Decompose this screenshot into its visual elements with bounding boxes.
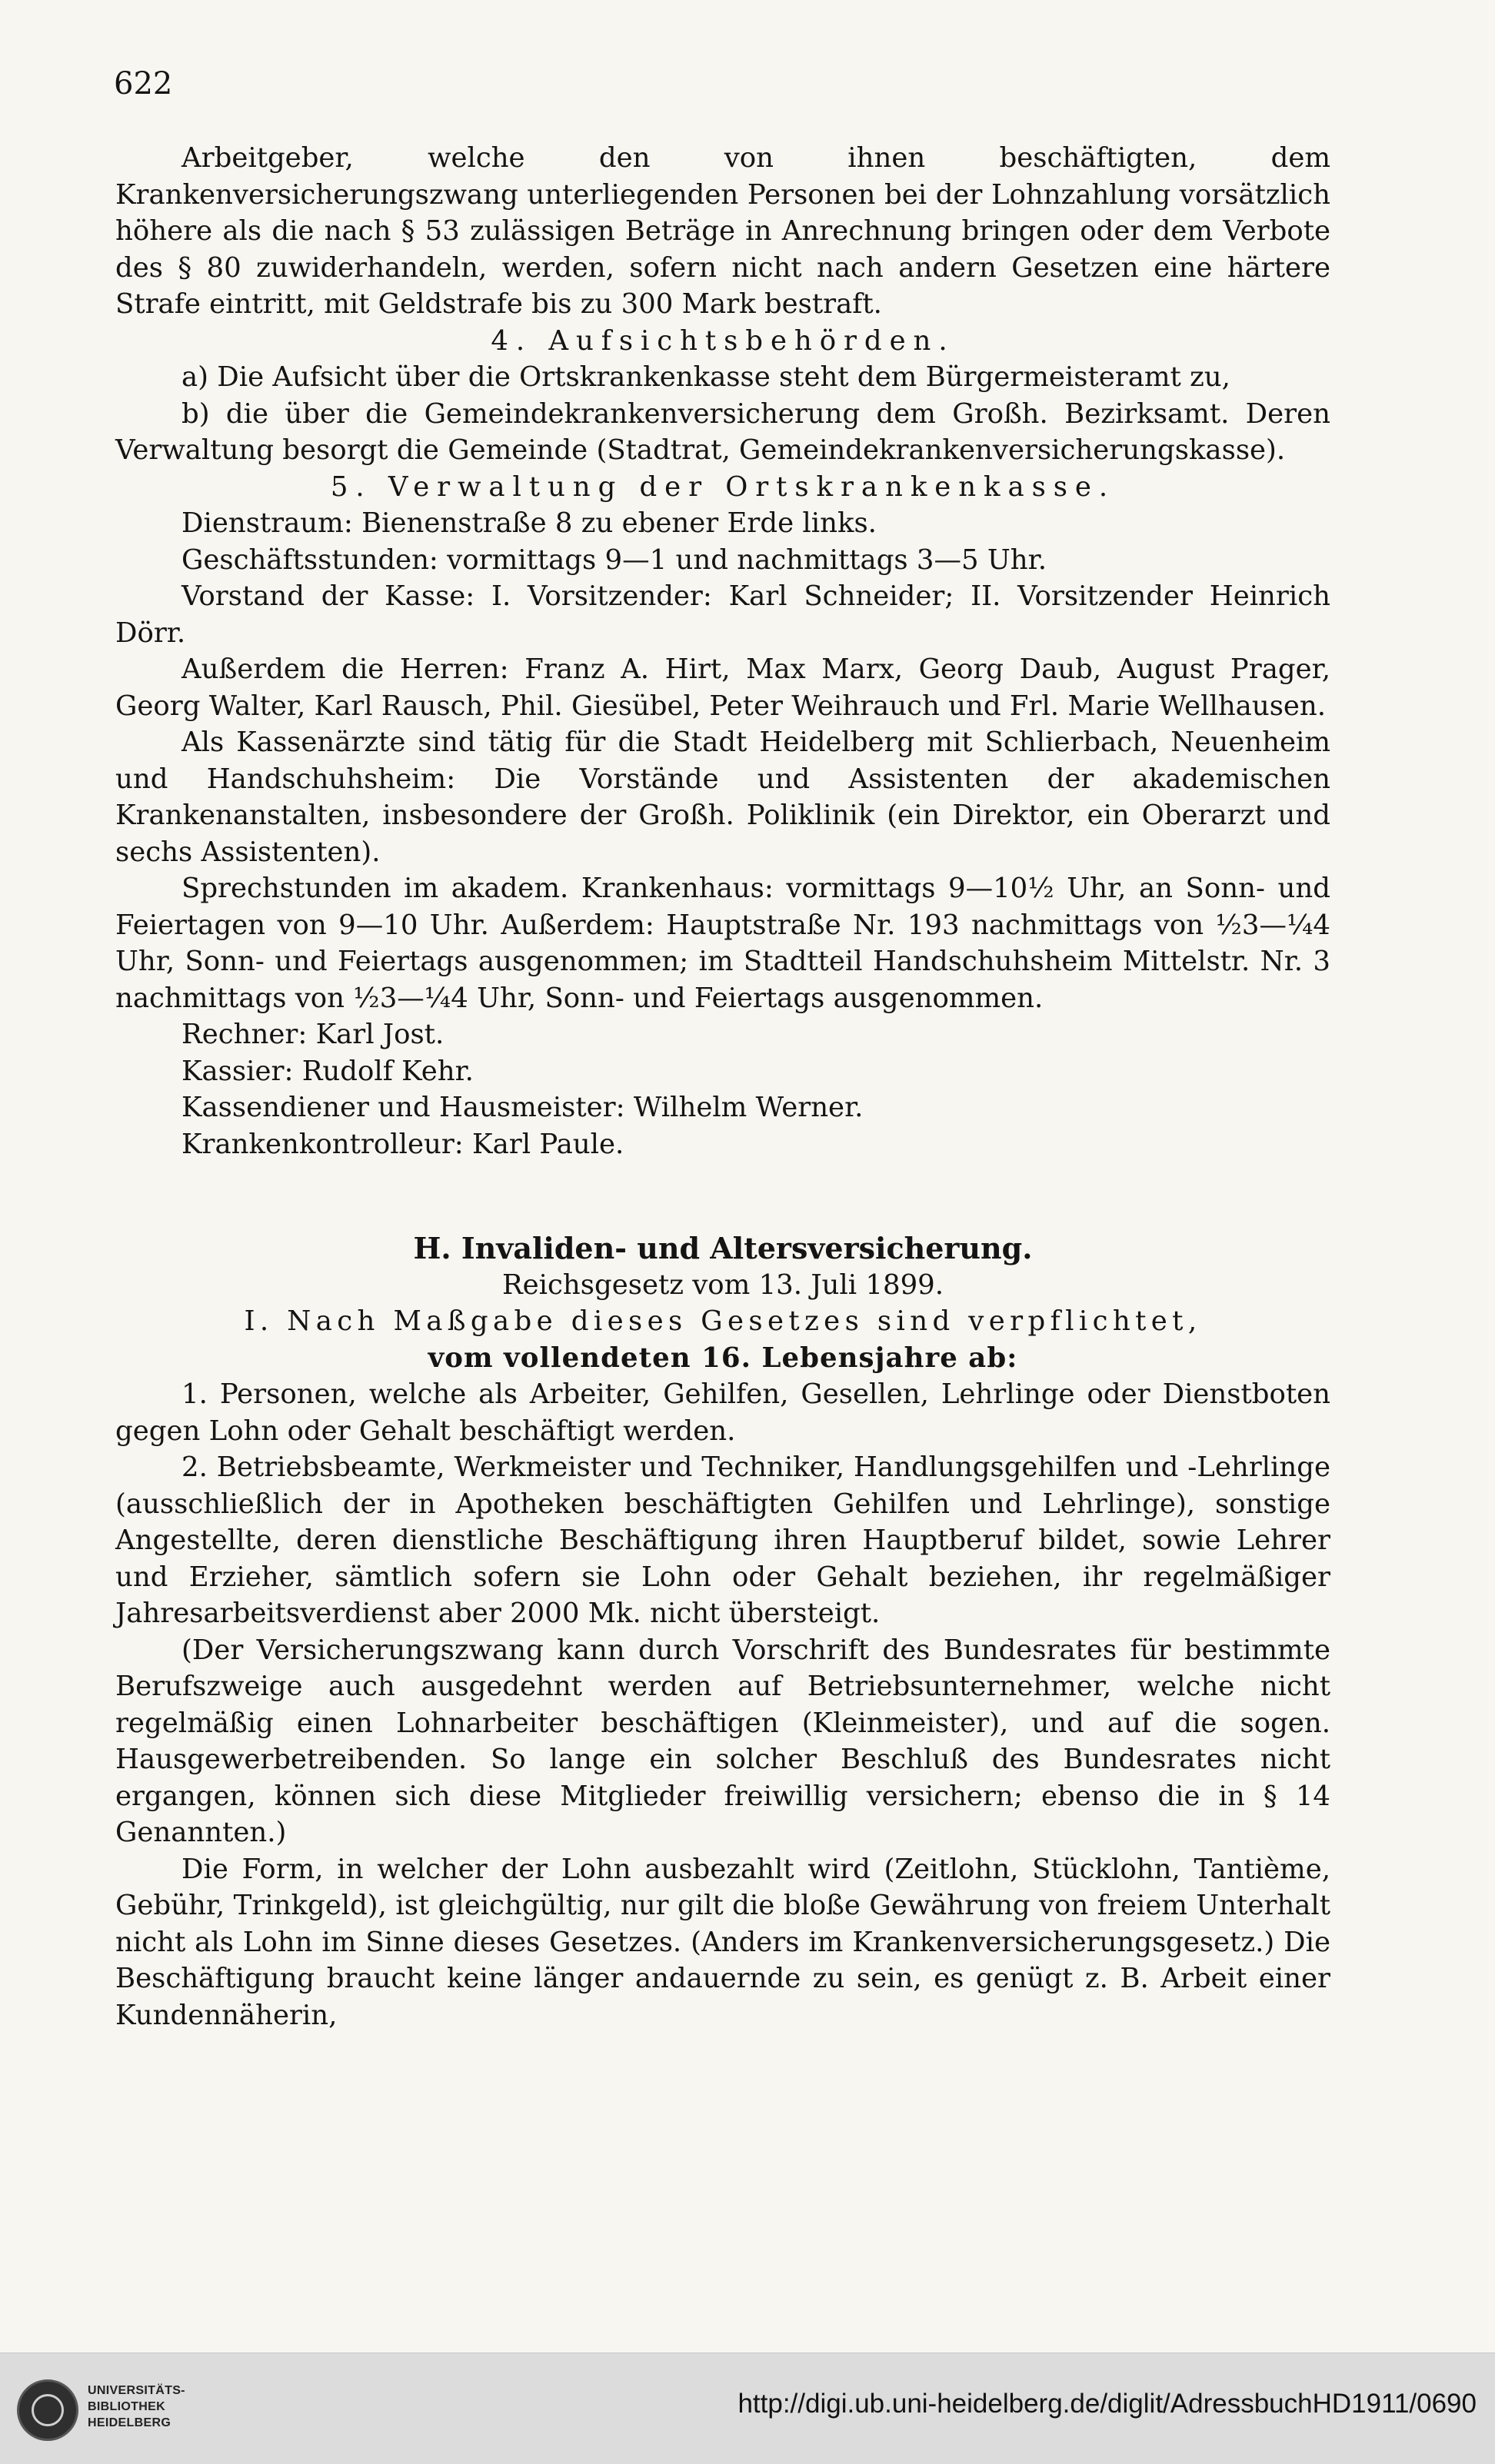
library-logo — [17, 2376, 201, 2441]
paragraph-rechner: Rechner: Karl Jost. — [181, 1019, 445, 1050]
paragraph-aufsicht-b: b) die über die Gemeindekrankenversicherung dem Großh. Bezirksamt. Deren Verwaltung besorgt die Gemeinde (Stadtrat, Gemeindekrankenversicherungskasse). — [115, 397, 1330, 466]
paragraph-item-2: 2. Betriebsbeamte, Werkmeister und Techniker, Handlungsgehilfen und -Lehrlinge (ausschließlich der in Apotheken beschäftigten Gehilfen und Lehrlinge), sonstige Angestellte, deren dienstliche Beschäftigung ihren Hauptberuf bildet, sowie Lehrer und Erzieher, sämtlich sofern sie Lohn oder Gehalt beziehen, ihr regelmäßiger Jahresarbeitsverdienst aber 2000 Mk. nicht übersteigt. — [115, 1451, 1330, 1629]
source-url[interactable]: http://digi.ub.uni-heidelberg.de/diglit/AdressbuchHD1911/0690 — [738, 2389, 1477, 2419]
paragraph-lebensjahre: vom vollendeten 16. Lebensjahre ab: — [428, 1342, 1018, 1374]
library-name-line-2: BIBLIOTHEK — [88, 2400, 165, 2413]
paragraph-lohnform: Die Form, in welcher der Lohn ausbezahlt wird (Zeitlohn, Stücklohn, Tantième, Gebühr, Trinkgeld), ist gleichgültig, nur gilt die bloße Gewährung von freiem Unterhalt nicht als Lohn im Sinne dieses Gesetzes. (Anders im Krankenversicherungsgesetz.) Die Beschäftigung braucht keine länger andauernde zu sein, es genügt z. B. Arbeit einer Kundennäherin, — [115, 1853, 1330, 2031]
paragraph-sprechstunden: Sprechstunden im akadem. Krankenhaus: vormittags 9—10½ Uhr, an Sonn- und Feiertagen von 9—10 Uhr. Außerdem: Hauptstraße Nr. 193 nachmittags von ½3—¼4 Uhr, Sonn- und Feiertags ausgenommen; im Stadtteil Handschuhsheim Mittelstr. Nr. 3 nachmittags von ½3—¼4 Uhr, Sonn- und Feiertags ausgenommen. — [115, 873, 1330, 1014]
library-name-line-1: UNIVERSITÄTS- — [88, 2384, 185, 2397]
paragraph-herren: Außerdem die Herren: Franz A. Hirt, Max Marx, Georg Daub, August Prager, Georg Walter, Karl Rausch, Phil. Giesübel, Peter Weihrauch und Frl. Marie Wellhausen. — [115, 653, 1330, 722]
library-name-line-3: HEIDELBERG — [88, 2416, 171, 2429]
section-heading-aufsicht: 4. Aufsichtsbehörden. — [491, 324, 955, 357]
university-seal-icon — [17, 2379, 78, 2441]
paragraph-penalty: Arbeitgeber, welche den von ihnen beschäftigten, dem Krankenversicherungszwang unterliegenden Personen bei der Lohnzahlung vorsätzlich höhere als die nach § 53 zulässigen Beträge in Anrechnung bringen oder dem Verbote des § 80 zuwiderhandeln, werden, sofern nicht nach andern Gesetzen eine härtere Strafe eintritt, mit Geldstrafe bis zu 300 Mark bestraft. — [115, 142, 1330, 320]
library-name — [88, 2383, 185, 2431]
page-number: 622 — [114, 66, 173, 101]
paragraph-verpflichtet: I. Nach Maßgabe dieses Gesetzes sind verpflichtet, — [244, 1305, 1202, 1337]
paragraph-krankenkontrolleur: Krankenkontrolleur: Karl Paule. — [181, 1128, 624, 1160]
chapter-heading-invaliden: H. Invaliden- und Altersversicherung. — [413, 1231, 1033, 1265]
paragraph-dienstraum: Dienstraum: Bienenstraße 8 zu ebener Erde links. — [181, 507, 877, 539]
paragraph-kassenaerzte: Als Kassenärzte sind tätig für die Stadt Heidelberg mit Schlierbach, Neuenheim und Handschuhsheim: Die Vorstände und Assistenten der akademischen Krankenanstalten, insbesondere der Großh. Poliklinik (ein Direktor, ein Oberarzt und sechs Assistenten). — [115, 727, 1330, 868]
section-heading-verwaltung: 5. Verwaltung der Ortskrankenkasse. — [330, 471, 1116, 503]
paragraph-vorstand: Vorstand der Kasse: I. Vorsitzender: Karl Schneider; II. Vorsitzender Heinrich Dörr. — [115, 580, 1330, 649]
paragraph-aufsicht-a: a) Die Aufsicht über die Ortskrankenkasse steht dem Bürgermeisteramt zu, — [181, 361, 1230, 393]
paragraph-versicherungszwang: (Der Versicherungszwang kann durch Vorschrift des Bundesrates für bestimmte Berufszweige auch ausgedehnt werden auf Betriebsunternehmer, welche nicht regelmäßig einen Lohnarbeiter beschäftigen (Kleinmeister), und auf die sogen. Hausgewerbetreibenden. So lange ein solcher Beschluß des Bundesrates nicht ergangen, können sich diese Mitglieder freiwillig versichern; ebenso die in § 14 Genannten.) — [115, 1634, 1330, 1848]
paragraph-kassendiener: Kassendiener und Hausmeister: Wilhelm Werner. — [181, 1092, 864, 1123]
chapter-subtitle-reichsgesetz: Reichsgesetz vom 13. Juli 1899. — [501, 1269, 944, 1301]
paragraph-item-1: 1. Personen, welche als Arbeiter, Gehilfen, Gesellen, Lehrlinge oder Dienstboten gegen Lohn oder Gehalt beschäftigt werden. — [115, 1378, 1330, 1447]
page-text — [115, 140, 1330, 2033]
paragraph-geschaeftsstunden: Geschäftsstunden: vormittags 9—1 und nachmittags 3—5 Uhr. — [181, 544, 1047, 576]
paragraph-kassier: Kassier: Rudolf Kehr. — [181, 1055, 474, 1087]
viewer-footer — [0, 2353, 1495, 2464]
